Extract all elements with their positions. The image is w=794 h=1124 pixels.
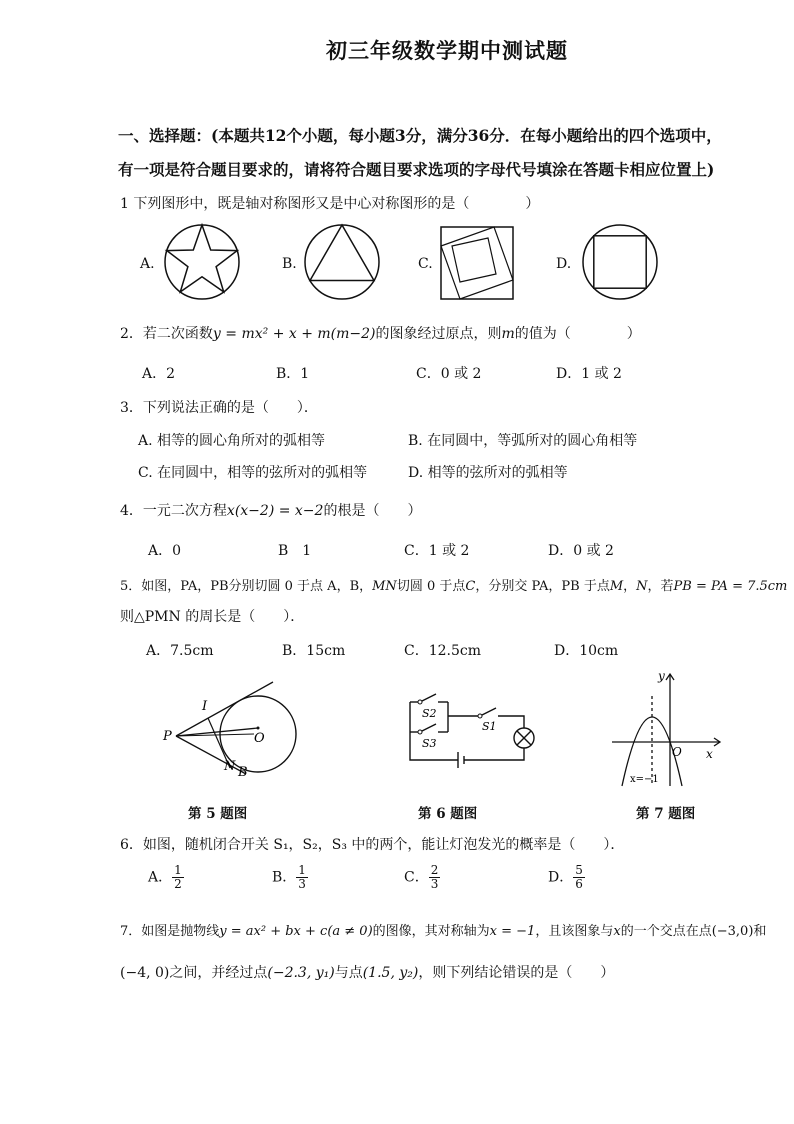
q5-option-d: D．10cm [554, 643, 619, 659]
fig7-label-x: x [706, 747, 713, 761]
q5-option-a: A．7.5cm [146, 643, 214, 659]
q1-figure-c-rotated-squares [438, 224, 518, 304]
q4-option-b: B 1 [278, 543, 312, 559]
q5-option-c: C．12.5cm [404, 643, 481, 659]
q5-stem-line2: 则△PMN 的周长是（ ）． [120, 609, 305, 625]
q2-option-b: B．1 [276, 366, 310, 382]
q2-stem: 2．若二次函数y = mx² + x + m(m−2)的图象经过原点，则m的值为（ ） [120, 326, 641, 342]
q3-option-c: C. 在同圆中，相等的弦所对的弧相等 [138, 465, 368, 481]
q2-formula: y = mx² + x + m(m−2) [212, 326, 376, 342]
q3-option-d: D. 相等的弦所对的弧相等 [408, 465, 568, 481]
page-title: 初三年级数学期中测试题 [326, 38, 568, 63]
fig7-label-y: y [658, 669, 665, 683]
figure-5-caption: 第 5 题图 [188, 806, 248, 822]
q7-stem-line1: 7．如图是抛物线y = ax² + bx + c(a ≠ 0)的图像，其对称轴为x = −1，且该图象与x的一个交点在点(−3,0)和 [120, 924, 767, 939]
q4-formula: x(x−2) = x−2 [226, 503, 324, 519]
q6-option-a: A． $\frac{1}{2}$ [148, 863, 182, 891]
q5-stem-line1: 5．如图，PA，PB分别切圆 0 于点 A，B，MN切圆 0 于点C，分别交 PA，PB 于点M，N，若PB = PA = 7.5cm [120, 579, 788, 594]
figure-5-tangent-circle [158, 676, 308, 786]
q6-option-d: D． $\frac{5}{6}$ [548, 863, 583, 891]
q4-option-a: A．0 [148, 543, 182, 559]
q6-stem: 6．如图，随机闭合开关 S₁，S₂，S₃ 中的两个，能让灯泡发光的概率是（ ）． [120, 837, 625, 853]
q2-option-d: D．1 或 2 [556, 366, 622, 382]
q4-option-c: C．1 或 2 [404, 543, 470, 559]
figure-7-caption: 第 7 题图 [636, 806, 696, 822]
fig5-label-p: P [163, 729, 172, 744]
q3-stem: 3．下列说法正确的是（ ）． [120, 400, 318, 416]
figure-6-caption: 第 6 题图 [418, 806, 478, 822]
q1-stem: 1 下列图形中，既是轴对称图形又是中心对称图形的是（ ） [120, 196, 540, 212]
q1-figure-a-star-in-circle [162, 222, 242, 302]
fig6-label-s1: S1 [482, 720, 497, 733]
q4-option-d: D．0 或 2 [548, 543, 614, 559]
fig7-label-o: O [672, 745, 682, 759]
q1-label-c: C. [418, 256, 433, 272]
fig7-label-axis: x=−1 [630, 774, 659, 785]
figure-7-parabola [608, 668, 728, 790]
q3-option-b: B. 在同圆中，等弧所对的圆心角相等 [408, 433, 638, 449]
section-heading-line2: 有一项是符合题目要求的，请将符合题目要求选项的字母代号填涂在答题卡相应位置上) [118, 160, 715, 179]
q6-option-c: C． $\frac{2}{3}$ [404, 863, 439, 891]
fig6-label-s2: S2 [422, 707, 437, 720]
q7-formula: y = ax² + bx + c(a ≠ 0) [219, 924, 373, 939]
fig5-label-n: N [224, 759, 236, 774]
fig5-label-b: B [238, 765, 248, 780]
q5-option-b: B．15cm [282, 643, 346, 659]
q2-option-a: A．2 [142, 366, 176, 382]
figure-6-circuit [396, 686, 556, 776]
fig5-label-o: O [254, 731, 265, 746]
q4-stem: 4．一元二次方程x(x−2) = x−2的根是（ ） [120, 503, 422, 519]
fig5-label-i: I [202, 699, 208, 714]
q1-figure-d-square-in-circle [580, 222, 660, 302]
q7-stem-line2: (−4, 0)之间，并经过点(−2.3, y₁)与点(1.5, y₂)，则下列结论错误的是（ ） [120, 965, 615, 981]
q1-figure-b-triangle-in-circle [302, 222, 382, 302]
q3-option-a: A. 相等的圆心角所对的弧相等 [138, 433, 326, 449]
q1-label-b: B. [282, 256, 297, 272]
q6-option-b: B． $\frac{1}{3}$ [272, 863, 306, 891]
q1-label-d: D. [556, 256, 572, 272]
fig6-label-s3: S3 [422, 737, 437, 750]
q2-option-c: C．0 或 2 [416, 366, 482, 382]
section-heading-line1: 一、选择题：(本题共12个小题，每小题3分，满分36分．在每小题给出的四个选项中， [118, 126, 722, 145]
q1-label-a: A. [140, 256, 155, 272]
